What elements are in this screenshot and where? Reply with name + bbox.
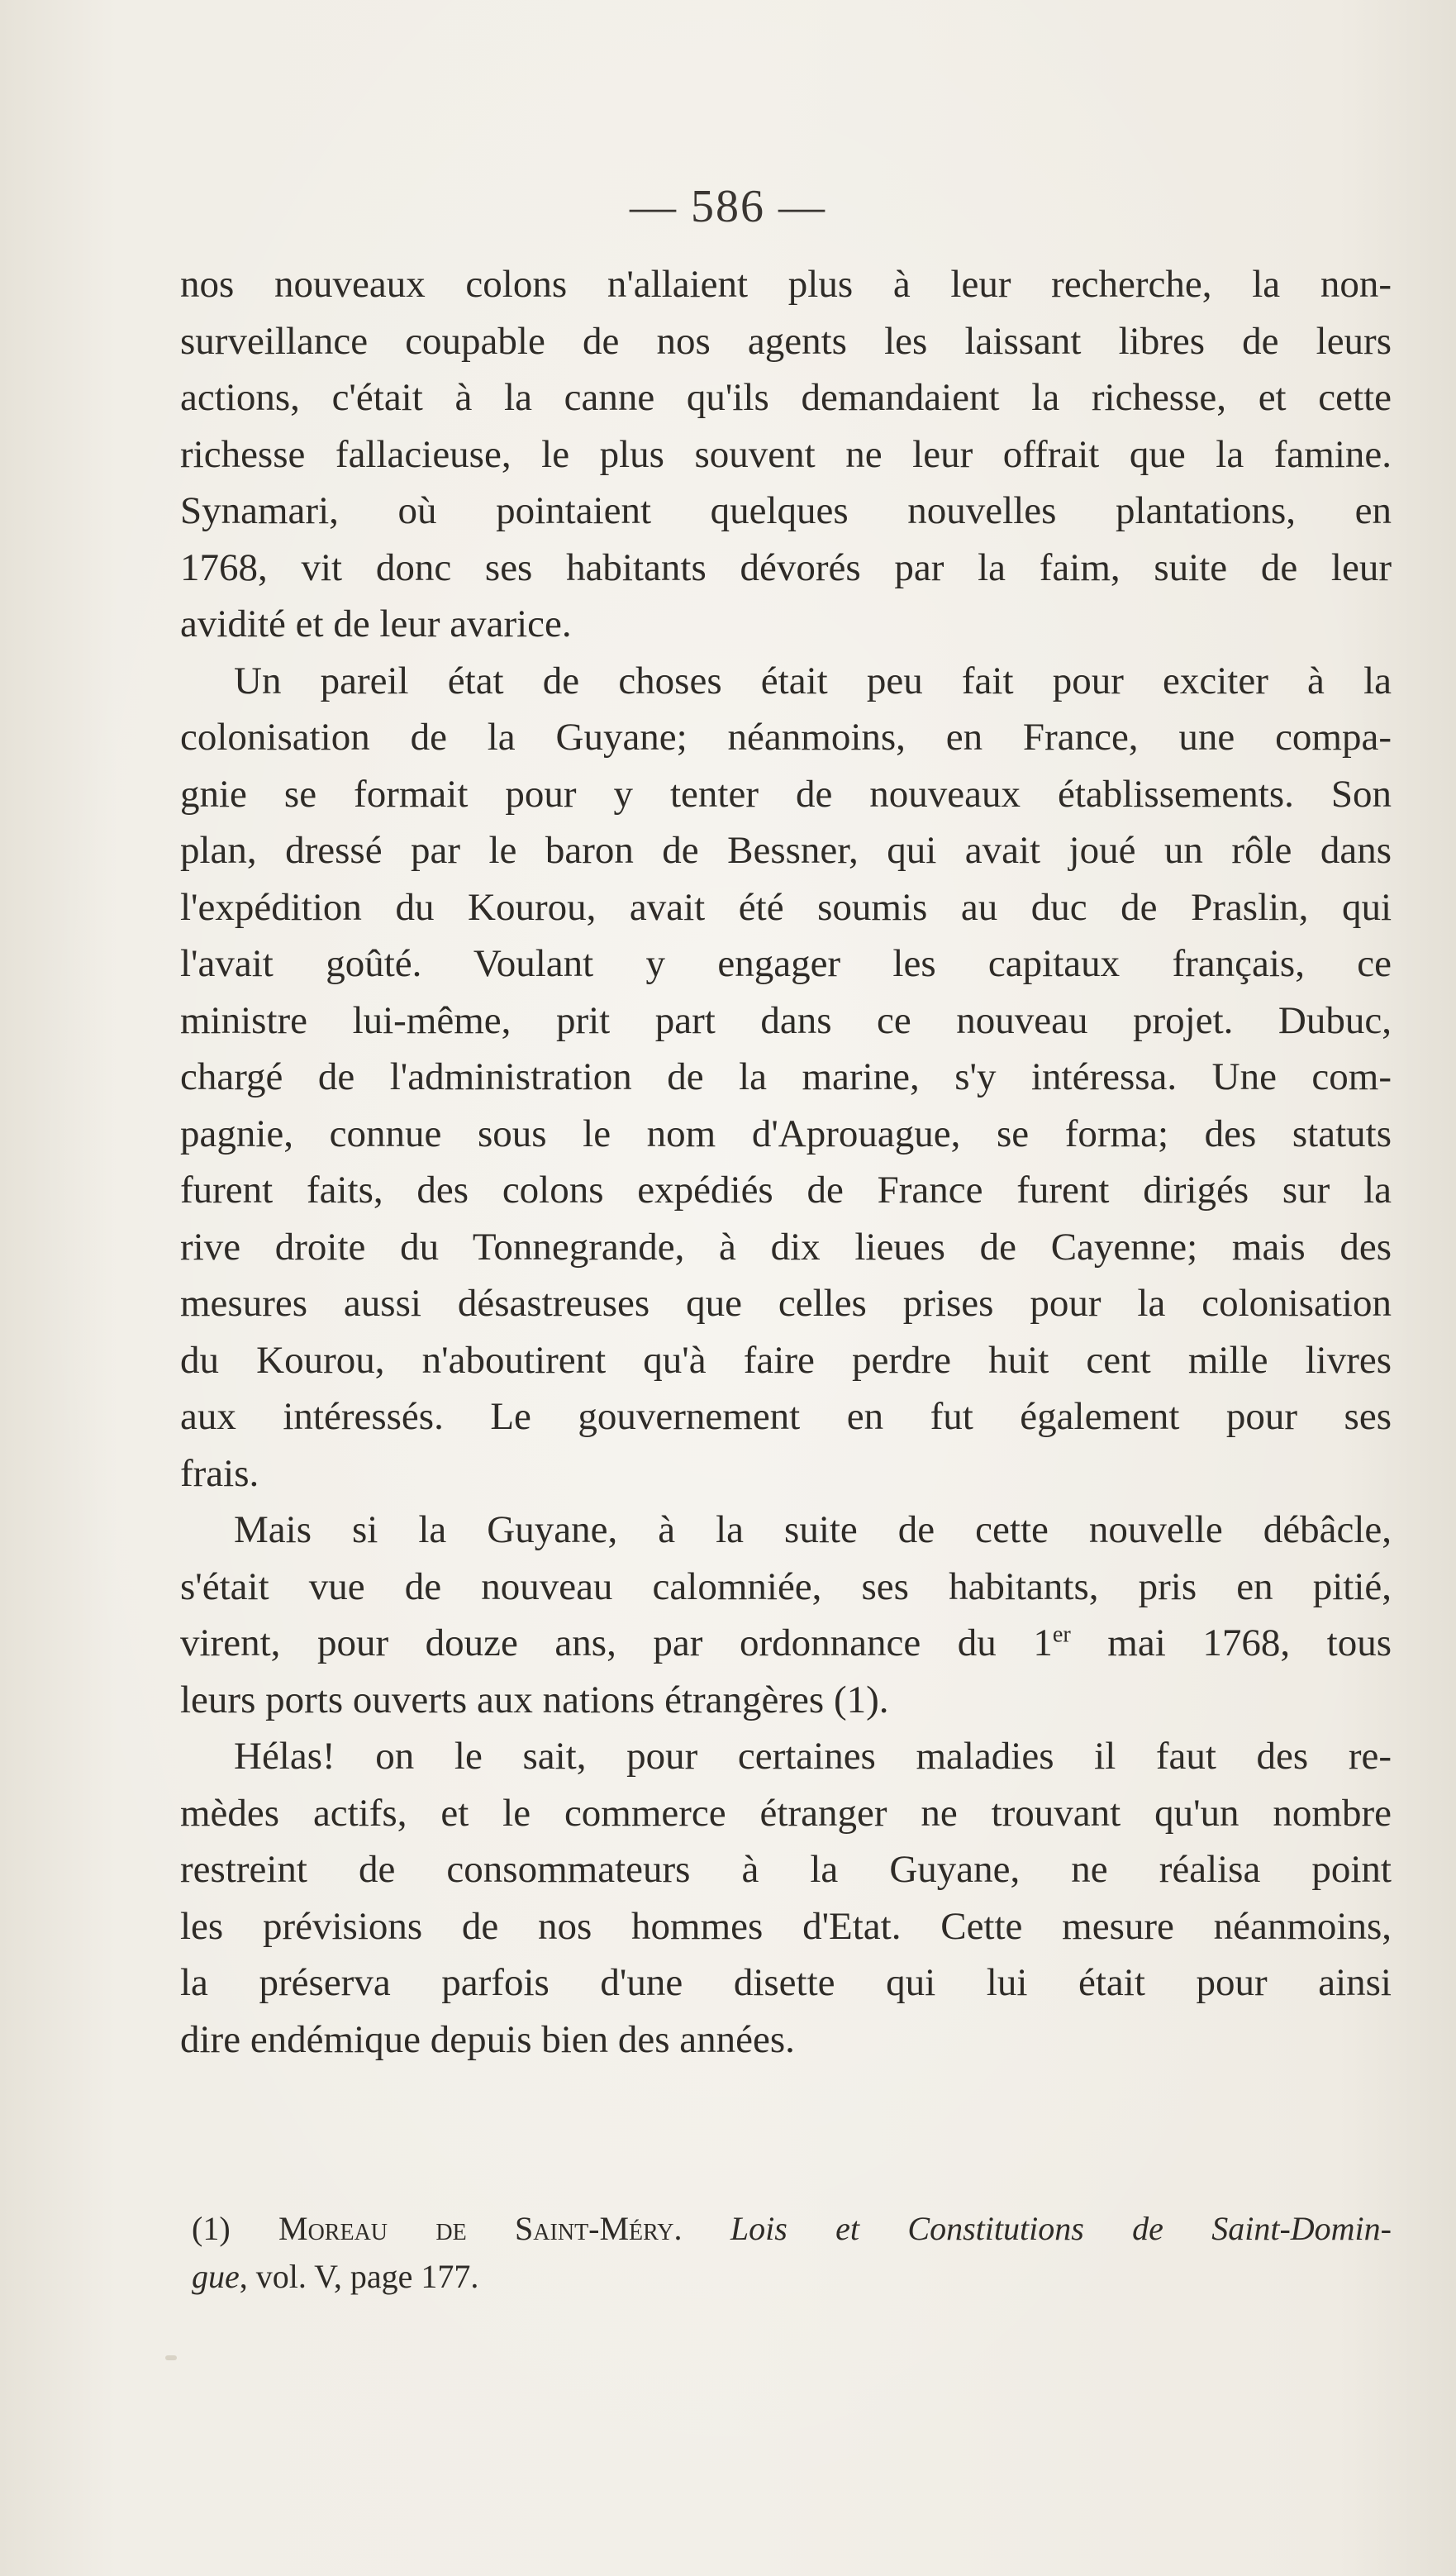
footnote-author: Moreau de Saint-Méry (278, 2210, 674, 2247)
text-line: colonisation de la Guyane; néanmoins, en France, une compa- (180, 716, 1392, 759)
text-fragment: virent, pour douze ans, par ordonnance du 1 (180, 1621, 1053, 1664)
text-line: actions, c'était à la canne qu'ils demandaient la richesse, et cette (180, 376, 1392, 419)
footnote-line (192, 2253, 1392, 2301)
text-line: les prévisions de nos hommes d'Etat. Cette mesure néanmoins, (180, 1904, 1392, 1948)
footnote-title-continued: gue (192, 2258, 240, 2295)
footnote (192, 2205, 1392, 2301)
text-line: la préserva parfois d'une disette qui lui était pour ainsi (180, 1961, 1392, 2004)
text-line: Un pareil état de choses était peu fait pour exciter à la (234, 659, 1392, 702)
text-line: nos nouveaux colons n'allaient plus à leur recherche, la non- (180, 263, 1392, 306)
text-line: l'expédition du Kourou, avait été soumis au duc de Praslin, qui (180, 885, 1392, 929)
text-line: furent faits, des colons expédiés de France furent dirigés sur la (180, 1169, 1392, 1212)
text-line: ministre lui-même, prit part dans ce nouveau projet. Dubuc, (180, 998, 1392, 1042)
text-line: chargé de l'administration de la marine, s'y intéressa. Une com- (180, 1055, 1392, 1098)
text-line: Hélas! on le sait, pour certaines maladies il faut des re- (234, 1735, 1392, 1778)
footnote-line (192, 2205, 1392, 2253)
text-line: leurs ports ouverts aux nations étrangères (1). (180, 1678, 889, 1721)
text-line: rive droite du Tonnegrande, à dix lieues de Cayenne; mais des (180, 1225, 1392, 1269)
text-line: Mais si la Guyane, à la suite de cette nouvelle débâcle, (234, 1508, 1392, 1551)
text-line: surveillance coupable de nos agents les laissant libres de leurs (180, 319, 1392, 363)
footnote-separator: . (673, 2210, 730, 2247)
paper-blemish (165, 2355, 177, 2360)
text-line: richesse fallacieuse, le plus souvent ne leur offrait que la famine. (180, 432, 1392, 476)
text-line: s'était vue de nouveau calomniée, ses habitants, pris en pitié, (180, 1564, 1392, 1608)
page-number: — 586 — (630, 181, 826, 232)
text-line: mesures aussi désastreuses que celles prises pour la colonisation (180, 1282, 1392, 1325)
text-fragment: mai 1768, tous (1070, 1621, 1392, 1664)
ordinal-superscript: er (1052, 1621, 1071, 1648)
text-line: avidité et de leur avarice. (180, 602, 572, 645)
text-line-with-superscript (180, 1615, 1392, 1672)
text-line: du Kourou, n'aboutirent qu'à faire perdre huit cent mille livres (180, 1338, 1392, 1382)
text-line: aux intéressés. Le gouvernement en fut également pour ses (180, 1395, 1392, 1438)
text-line: plan, dressé par le baron de Bessner, qui avait joué un rôle dans (180, 829, 1392, 872)
text-line: l'avait goûté. Voulant y engager les capitaux français, ce (180, 942, 1392, 985)
text-line: gnie se formait pour y tenter de nouveaux établissements. Son (180, 772, 1392, 816)
text-line: frais. (180, 1451, 259, 1495)
footnote-title: Lois et Constitutions de Saint-Domin- (730, 2210, 1392, 2247)
text-line: dire endémique depuis bien des années. (180, 2017, 795, 2061)
footnote-reference: , vol. V, page 177. (239, 2258, 479, 2295)
text-line: restreint de consommateurs à la Guyane, ne réalisa point (180, 1848, 1392, 1891)
text-line: mèdes actifs, et le commerce étranger ne trouvant qu'un nombre (180, 1791, 1392, 1835)
footnote-marker: (1) (192, 2210, 278, 2247)
text-line: 1768, vit donc ses habitants dévorés par la faim, suite de leur (180, 545, 1392, 589)
text-line: pagnie, connue sous le nom d'Aprouague, se forma; des statuts (180, 1112, 1392, 1155)
body-text (180, 256, 1392, 2068)
text-line: Synamari, où pointaient quelques nouvelles plantations, en (180, 489, 1392, 532)
